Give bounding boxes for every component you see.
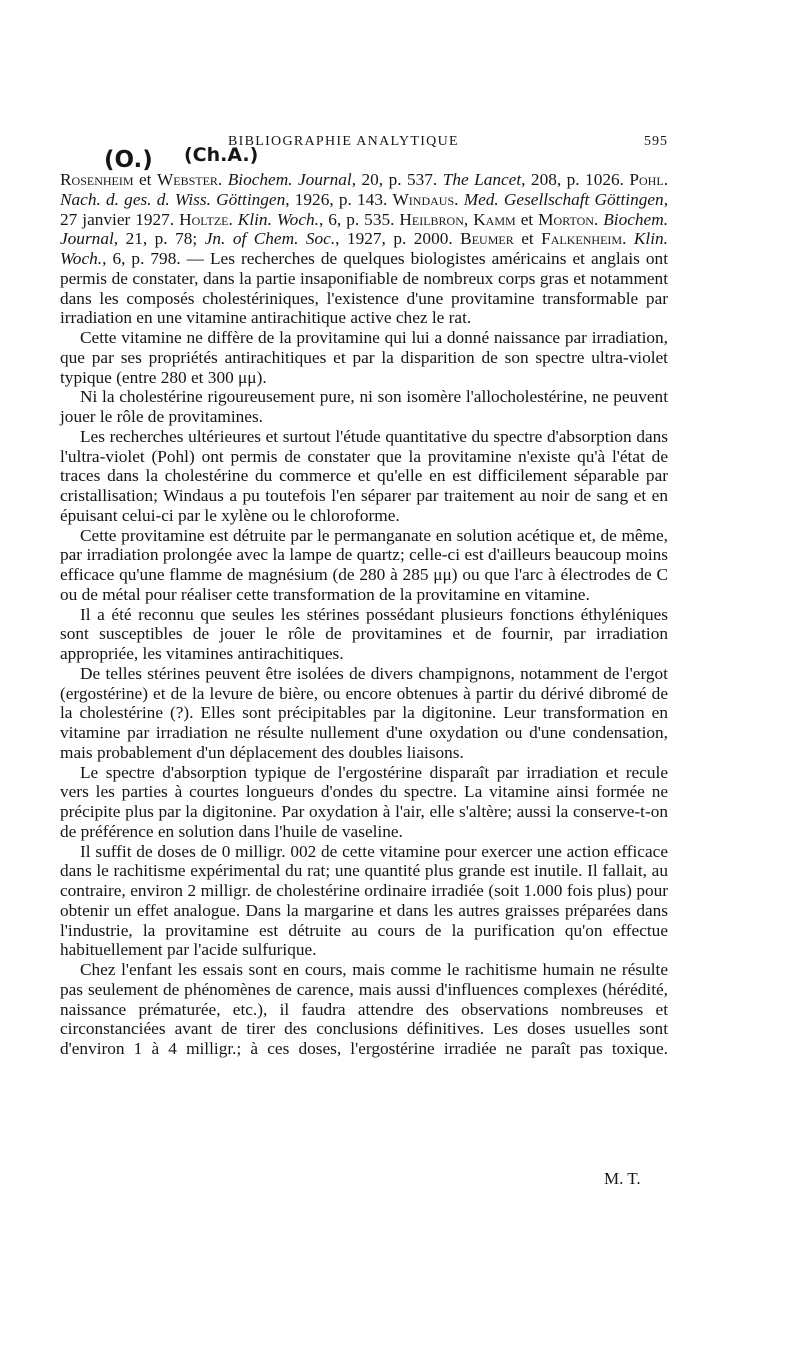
author-name: Rosenheim	[60, 170, 134, 189]
handwritten-note-left: (O.)	[104, 147, 153, 173]
author-initials: M. T.	[604, 1169, 641, 1188]
author-name: Windaus	[392, 189, 455, 209]
author-name: Morton	[538, 209, 594, 229]
running-title: BIBLIOGRAPHIE ANALYTIQUE	[228, 134, 459, 149]
page-number: 595	[644, 134, 668, 149]
author-name: Kamm	[473, 209, 516, 229]
paragraph-spectrum: Le spectre d'absorption typique de l'ergostérine disparaît par irradiation et recule vers les parties à courtes longueurs d'ondes du spectre. La vitamine ainsi formée ne précipite plus par la digitonine. Par oxydation à l'air, elle s'altère; aussi la conserve-t-on de préférence en solution dans l'huile de vaseline.	[60, 762, 668, 841]
journal-title: Jn. of Chem. Soc.	[204, 229, 336, 249]
journal-title: Klin. Woch.	[237, 209, 319, 229]
paragraph-sterines: Il a été reconnu que seules les stérines possédant plusieurs fonctions éthyléniques sont susceptibles de jouer le rôle de provitamines et de fournir, par irradiation appropriée, les vitamines antirachitiques.	[60, 604, 668, 663]
journal-title: Med. Gesellschaft Göttingen	[463, 189, 664, 209]
handwritten-note-right: (Ch.A.)	[184, 144, 259, 166]
journal-title: Klin. Woch.	[60, 229, 668, 268]
journal-title: Biochem. Journal	[227, 170, 352, 189]
author-name: Falkenheim	[541, 229, 623, 249]
author-name: Pohl	[629, 170, 664, 189]
paragraph-destruction: Cette provitamine est détruite par le permanganate en solution acétique et, de même, par irradiation prolongée avec la lampe de quartz; celle-ci est d'ailleurs beaucoup moins efficace qu'une flamme de magnésium (de 280 à 285 μμ) ou que l'arc à électrodes de C ou de métal pour réaliser cette transformation de la provitamine en vitamine.	[60, 525, 668, 604]
journal-title: Biochem. Journal	[60, 209, 669, 249]
summary-intro: Les recherches de quelques biologistes américains et anglais ont permis de constater, dans la partie insaponifiable de nombreux corps gras et notamment dans les composés cholestériniques, l'existence d'une provitamine transformable par irradiation en une vitamine antirachitique active chez le rat.	[60, 249, 669, 328]
paragraph-children: Chez l'enfant les essais sont en cours, mais comme le rachitisme humain ne résulte pas seulement de phénomènes de carence, mais aussi d'influences complexes (hérédité, naissance prématurée, etc.), il faudra attendre des observations nombreuses et circonstanciées avant de tirer des conclusions définitives. Les doses usuelles sont d'environ 1 à 4 milligr.; à ces doses, l'ergostérine irradiée ne paraît pas toxique.	[60, 960, 668, 1058]
author-name: Holtze	[179, 209, 229, 229]
paragraph-absorption-studies: Les recherches ultérieures et surtout l'étude quantitative du spectre d'absorption dans l'ultra-violet (Pohl) ont permis de constater que la provitamine n'existe qu'à l'état de traces dans la cholestérine du commerce et qu'elle en est difficilement séparable par cristallisation; Windaus a pu toutefois l'en séparer par traitement au noir de sang et en épuisant celui-ci par le xylène ou le chloroforme.	[60, 426, 668, 525]
author-name: Beumer	[460, 229, 514, 249]
author-name: Heilbron	[399, 209, 464, 229]
author-name: Webster	[156, 170, 218, 189]
references-paragraph: Rosenheim et Webster. Biochem. Journal, 20, p. 537. The Lancet, 208, p. 1026. Pohl. Nach. d. ges. d. Wiss. Göttingen, 1926, p. 143. Windaus. Med. Gesellschaft Göttingen, 27 janvier 1927. Holtze. Klin. Woch., 6, p. 535. Heilbron, Kamm et Morton. Biochem. Journal, 21, p. 78; Jn. of Chem. Soc., 1927, p. 2000. Beumer et Falkenheim. Klin. Woch., 6, p. 798. — Les recherches de quelques biologistes américains et anglais ont permis de constater, dans la partie insaponifiable de nombreux corps gras et notamment dans les composés cholestériniques, l'existence d'une provitamine transformable par irradiation en une vitamine antirachitique active chez le rat.	[60, 170, 669, 328]
journal-title: The Lancet	[442, 170, 522, 189]
article-body	[60, 170, 668, 1059]
paragraph-doses: Il suffit de doses de 0 milligr. 002 de cette vitamine pour exercer une action efficace dans le rachitisme expérimental du rat; une quantité plus grande est inutile. Il fallait, au contraire, environ 2 milligr. de cholestérine ordinaire irradiée (soit 1.000 fois plus) pour obtenir un effet analogue. Dans la margarine et dans les autres graisses préparées dans l'industrie, la provitamine est détruite au cours de la purification qu'on effectue habituellement par l'acide sulfurique.	[60, 841, 668, 960]
paragraph-vitamin-difference: Cette vitamine ne diffère de la provitamine qui lui a donné naissance par irradiation, que par ses propriétés antirachitiques et par la disparition de son spectre ultra-violet typique (entre 280 et 300 μμ).	[60, 328, 668, 387]
paragraph-isolation: De telles stérines peuvent être isolées de divers champignons, notamment de l'ergot (ergostérine) et de la levure de bière, ou encore obtenues à partir du dérivé dibromé de la cholestérine (?). Elles sont précipitables par la digitonine. Leur transformation en vitamine par irradiation ne résulte nullement d'une oxydation ou d'une condensation, mais probablement d'un déplacement des doubles liaisons.	[60, 663, 668, 762]
journal-title: Nach. d. ges. d. Wiss. Göttingen	[60, 189, 286, 209]
paragraph-cholesterine: Ni la cholestérine rigoureusement pure, ni son isomère l'allocholestérine, ne peuvent jouer le rôle de provitamines.	[60, 387, 668, 426]
